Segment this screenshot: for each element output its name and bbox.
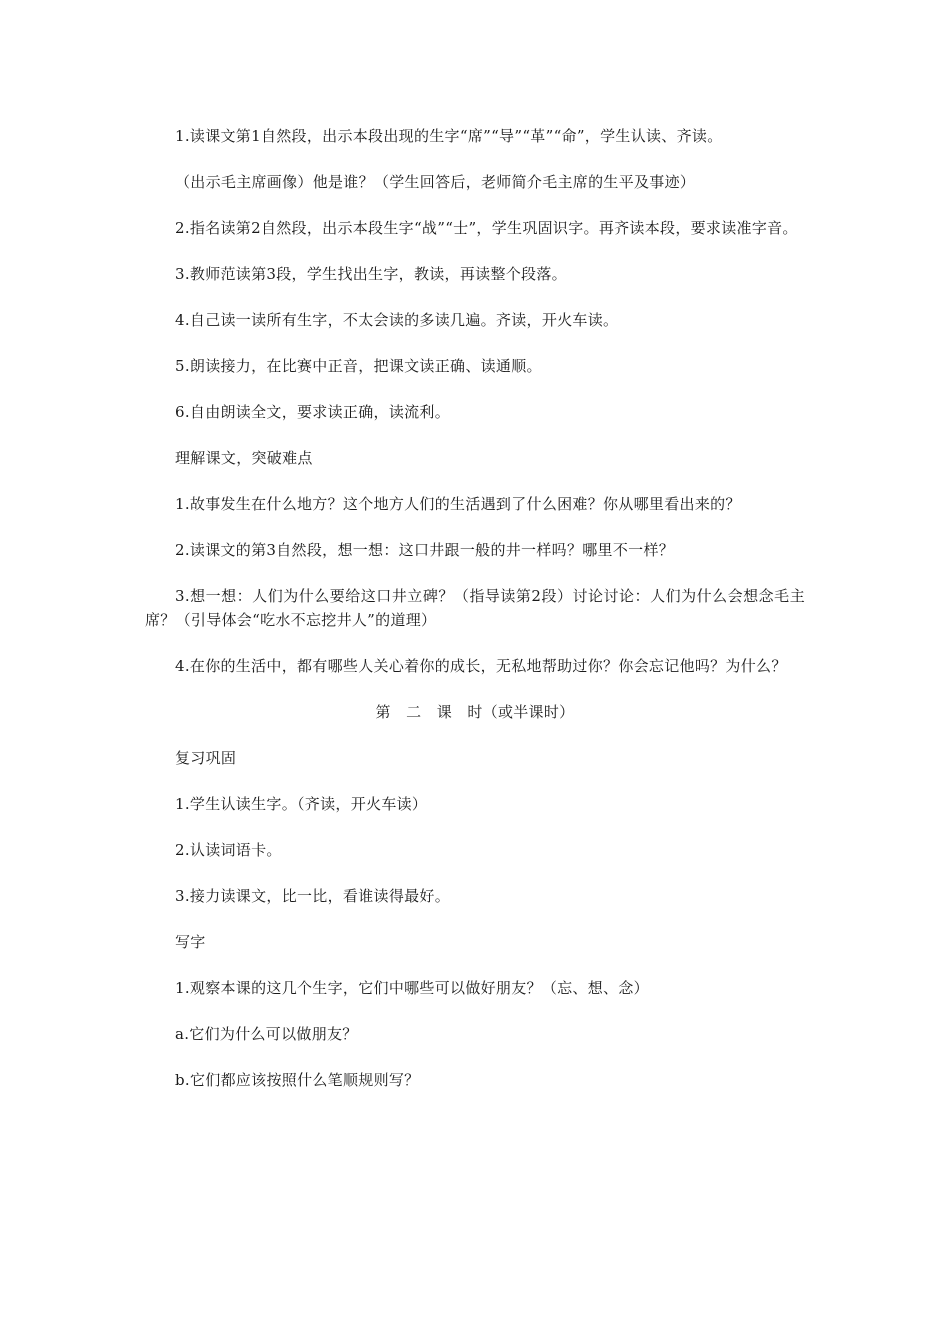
- paragraph-relay-read: 5.朗读接力，在比赛中正音，把课文读正确、读通顺。: [175, 357, 542, 375]
- section-heading-understand: 理解课文，突破难点: [175, 449, 313, 467]
- section-heading-writing: 写字: [175, 933, 206, 951]
- paragraph-review-2: 2.认读词语卡。: [175, 841, 282, 859]
- paragraph-review-3: 3.接力读课文，比一比，看谁读得最好。: [175, 887, 451, 905]
- paragraph-read-section-2: 2.指名读第2自然段，出示本段生字“战”“士”，学生巩固识字。再齐读本段，要求读准字音。: [175, 219, 798, 237]
- paragraph-question-2: 2.读课文的第3自然段，想一想：这口井跟一般的井一样吗？哪里不一样？: [175, 541, 675, 559]
- paragraph-question-1: 1.故事发生在什么地方？这个地方人们的生活遇到了什么困难？你从哪里看出来的？: [175, 495, 741, 513]
- lesson-title: 第 二 课 时（或半课时）: [375, 703, 575, 721]
- paragraph-read-section-1: 1.读课文第1自然段，出示本段出现的生字“席”“导”“革”“命”，学生认读、齐读。: [175, 127, 723, 145]
- paragraph-self-read: 4.自己读一读所有生字，不太会读的多读几遍。齐读，开火车读。: [175, 311, 619, 329]
- paragraph-writing-1: 1.观察本课的这几个生字，它们中哪些可以做好朋友？（忘、想、念）: [175, 979, 649, 997]
- paragraph-review-1: 1.学生认读生字。（齐读，开火车读）: [175, 795, 428, 813]
- paragraph-writing-a: a.它们为什么可以做朋友？: [175, 1025, 358, 1043]
- section-heading-review: 复习巩固: [175, 749, 237, 767]
- paragraph-question-3: 3.想一想：人们为什么要给这口井立碑？（指导读第2段）讨论讨论：人们为什么会想念毛主席？（引导体会“吃水不忘挖井人”的道理）: [145, 587, 805, 629]
- paragraph-chairman-portrait: （出示毛主席画像）他是谁？（学生回答后，老师简介毛主席的生平及事迹）: [175, 173, 696, 191]
- paragraph-writing-b: b.它们都应该按照什么笔顺规则写？: [175, 1071, 420, 1089]
- paragraph-free-read: 6.自由朗读全文，要求读正确，读流利。: [175, 403, 451, 421]
- paragraph-question-4: 4.在你的生活中，都有哪些人关心着你的成长，无私地帮助过你？你会忘记他吗？为什么？: [175, 657, 787, 675]
- document-body: [145, 124, 805, 1114]
- paragraph-teacher-model-read: 3.教师范读第3段，学生找出生字，教读，再读整个段落。: [175, 265, 567, 283]
